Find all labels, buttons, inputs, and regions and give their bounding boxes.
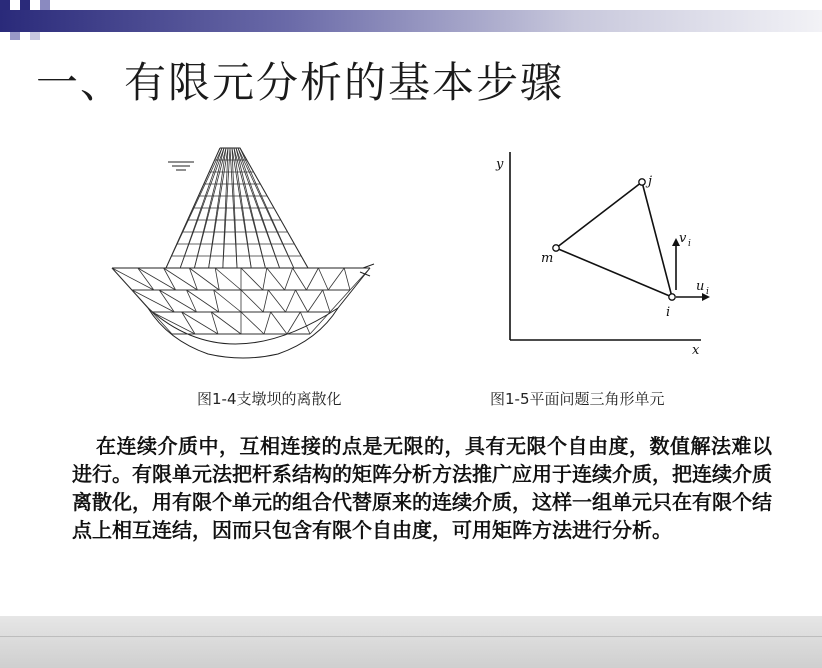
node-m-label: m bbox=[541, 251, 554, 266]
footer-band bbox=[0, 616, 822, 668]
figure-2-caption: 图1-5平面问题三角形单元 bbox=[490, 390, 665, 408]
node-i-label: i bbox=[666, 305, 671, 320]
v-subscript: i bbox=[688, 239, 691, 249]
body-paragraph: 在连续介质中，互相连接的点是无限的，具有无限个自由度，数值解法难以进行。有限单元法把杆系结构的矩阵分析方法推广应用于连续介质，把连续介质离散化，用有限个单元的组合代替原来的连续介质，这样一组单元只在有限个结点上相互连结，因而只包含有限个自由度，可用矩阵方法进行分析。 bbox=[72, 434, 772, 542]
node-j bbox=[639, 179, 645, 185]
node-j-label: j bbox=[648, 174, 653, 189]
y-axis-label: y bbox=[496, 157, 504, 172]
triangle-element-figure bbox=[486, 140, 716, 365]
header-gradient-bar bbox=[0, 10, 822, 32]
figure-1-caption: 图1-4支墩坝的离散化 bbox=[197, 390, 342, 408]
triangle-element bbox=[556, 182, 672, 297]
v-label: v bbox=[679, 231, 687, 246]
u-subscript: i bbox=[706, 287, 709, 297]
node-i bbox=[669, 294, 675, 300]
dam-mesh-figure bbox=[108, 140, 378, 370]
footer-divider bbox=[0, 636, 822, 637]
slide-title: 一、有限元分析的基本步骤 bbox=[36, 58, 565, 107]
u-label: u bbox=[696, 279, 705, 294]
x-axis-label: x bbox=[692, 343, 700, 358]
node-m bbox=[553, 245, 559, 251]
